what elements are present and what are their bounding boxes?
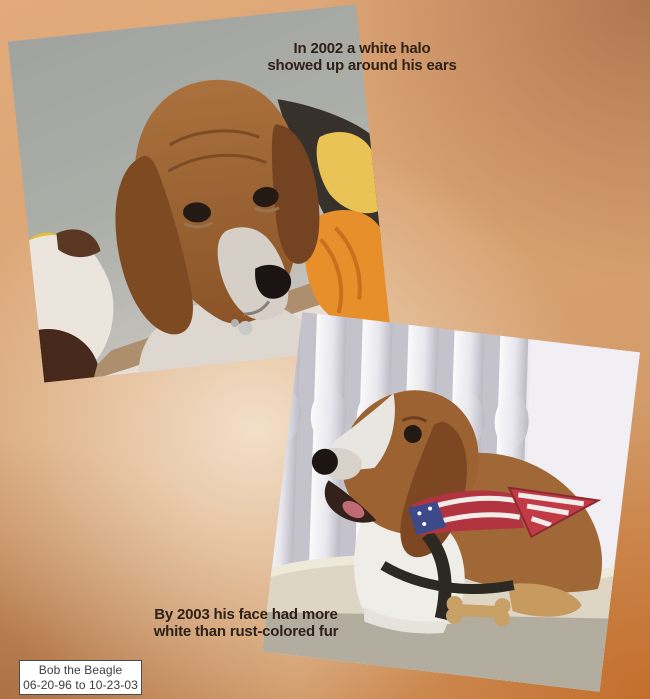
caption-2003-line2: white than rust-colored fur: [153, 623, 339, 640]
memorial-label: [19, 660, 142, 695]
memorial-label-name: Bob the Beagle: [38, 663, 123, 677]
caption-2002: [267, 40, 456, 74]
caption-2002-line2: showed up around his ears: [267, 57, 457, 74]
memorial-label-dates: 06-20-96 to 10-23-03: [23, 678, 138, 692]
caption-2003-line1: By 2003 his face had more: [154, 606, 338, 623]
caption-2002-line1: In 2002 a white halo: [293, 40, 431, 57]
caption-2003: [154, 606, 339, 640]
